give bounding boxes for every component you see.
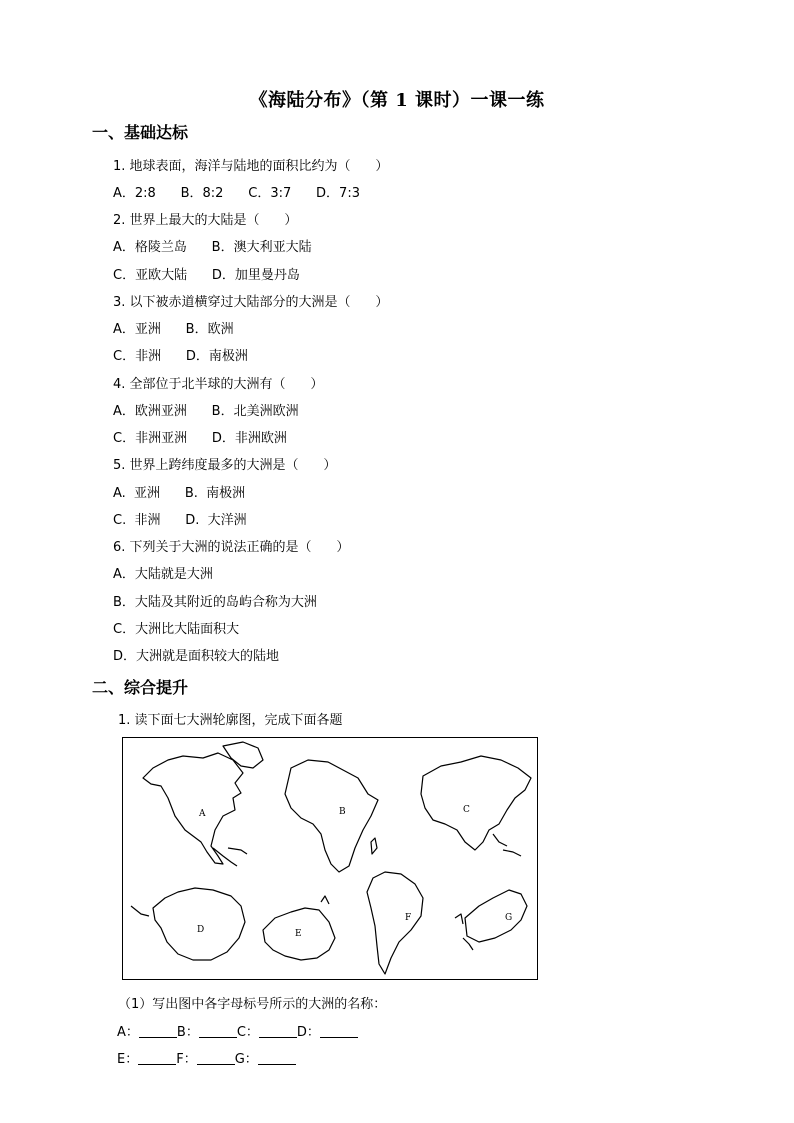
greenland-outline bbox=[223, 742, 263, 768]
fill-label-g: G： bbox=[234, 1052, 258, 1067]
fill-blank-b[interactable] bbox=[199, 1025, 237, 1038]
map-label-c: C bbox=[463, 805, 470, 815]
question-6-stem: 6. 下列关于大洲的说法正确的是（ ） bbox=[113, 540, 350, 555]
question-2-options-row2: C．亚欧大陆 D．加里曼丹岛 bbox=[113, 268, 300, 283]
fill-blank-g[interactable] bbox=[258, 1052, 296, 1065]
section-heading-advanced: 二、综合提升 bbox=[92, 678, 189, 697]
fill-label-a: A： bbox=[117, 1025, 139, 1040]
question-2-options-row1: A．格陵兰岛 B．澳大利亚大陆 bbox=[113, 240, 312, 255]
fill-blank-c[interactable] bbox=[259, 1025, 297, 1038]
map-label-a: A bbox=[199, 809, 206, 819]
advanced-question-1-stem: 1. 读下面七大洲轮廓图，完成下面各题 bbox=[118, 713, 343, 728]
continents-svg bbox=[123, 738, 537, 979]
fill-blank-d[interactable] bbox=[320, 1025, 358, 1038]
fill-row-1 bbox=[117, 1021, 358, 1040]
question-2-stem: 2. 世界上最大的大陆是（ ） bbox=[113, 213, 298, 228]
fill-label-f: F： bbox=[176, 1052, 197, 1067]
continents-outline-map bbox=[122, 737, 538, 980]
question-5-stem: 5. 世界上跨纬度最多的大洲是（ ） bbox=[113, 458, 337, 473]
question-3-options-row2: C．非洲 D．南极洲 bbox=[113, 349, 248, 364]
question-6-option-b: B．大陆及其附近的岛屿合称为大洲 bbox=[113, 595, 317, 610]
page-title: 《海陆分布》（第 1 课时）一课一练 bbox=[249, 90, 545, 111]
fill-label-d: D： bbox=[296, 1025, 320, 1040]
section-heading-basic: 一、基础达标 bbox=[92, 123, 189, 142]
question-1-stem: 1. 地球表面，海洋与陆地的面积比约为（ ） bbox=[113, 159, 389, 174]
question-4-stem: 4. 全部位于北半球的大洲有（ ） bbox=[113, 377, 324, 392]
map-label-g: G bbox=[505, 913, 513, 923]
fill-blank-e[interactable] bbox=[138, 1052, 176, 1065]
madagascar-outline bbox=[371, 838, 377, 854]
fill-label-e: E： bbox=[117, 1052, 139, 1067]
sub-question-1-stem: （1）写出图中各字母标号所示的大洲的名称： bbox=[118, 997, 387, 1012]
question-6-option-d: D．大洲就是面积较大的陆地 bbox=[113, 649, 280, 664]
asia-outline bbox=[421, 756, 531, 850]
antarctica-outline bbox=[153, 888, 245, 960]
fill-label-b: B： bbox=[176, 1025, 199, 1040]
fill-label-c: C： bbox=[236, 1025, 259, 1040]
question-4-options-row2: C．非洲亚洲 D．非洲欧洲 bbox=[113, 431, 287, 446]
question-5-options-row2: C. 非洲 D. 大洋洲 bbox=[113, 513, 247, 528]
europe-outline bbox=[465, 890, 527, 942]
question-3-stem: 3. 以下被赤道横穿过大陆部分的大洲是（ ） bbox=[113, 295, 389, 310]
africa-outline bbox=[285, 760, 378, 872]
question-5-options-row1: A. 亚洲 B. 南极洲 bbox=[113, 486, 246, 501]
south-america-outline bbox=[367, 872, 423, 974]
map-label-f: F bbox=[405, 913, 412, 923]
map-label-d: D bbox=[197, 925, 205, 935]
fill-blank-f[interactable] bbox=[197, 1052, 235, 1065]
map-label-b: B bbox=[339, 807, 346, 817]
north-america-outline bbox=[143, 753, 243, 864]
question-1-options: A．2:8 B．8:2 C．3:7 D．7:3 bbox=[113, 186, 360, 201]
map-label-e: E bbox=[295, 929, 302, 939]
question-6-option-a: A．大陆就是大洲 bbox=[113, 567, 213, 582]
fill-row-2 bbox=[117, 1048, 296, 1067]
question-6-option-c: C．大洲比大陆面积大 bbox=[113, 622, 240, 637]
fill-blank-a[interactable] bbox=[139, 1025, 177, 1038]
question-3-options-row1: A．亚洲 B．欧洲 bbox=[113, 322, 234, 337]
question-4-options-row1: A．欧洲亚洲 B．北美洲欧洲 bbox=[113, 404, 299, 419]
